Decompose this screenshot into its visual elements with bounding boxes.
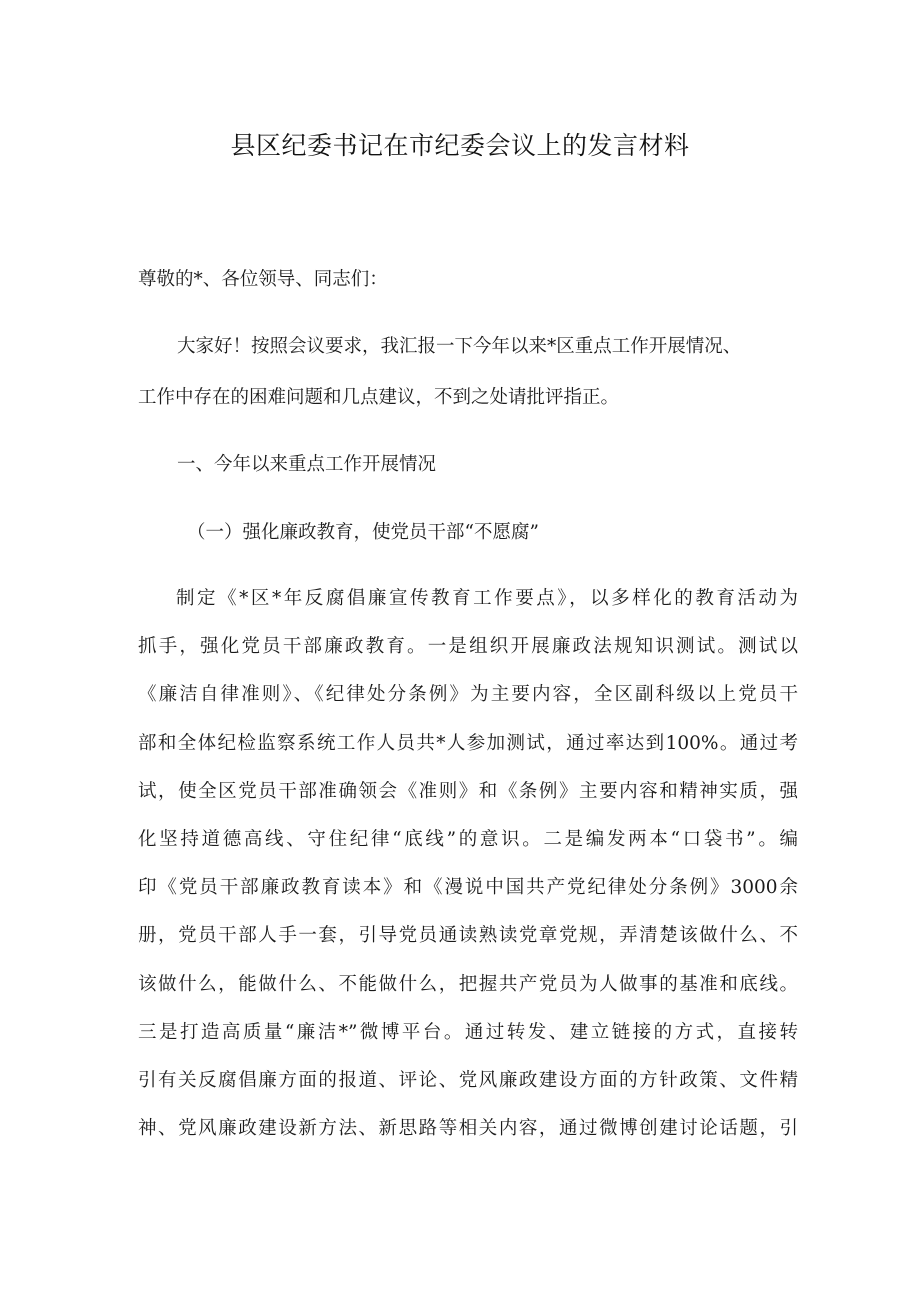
greeting-line: 大家好！按照会议要求，我汇报一下今年以来*区重点工作开展情况、	[177, 336, 742, 357]
body-line: 化坚持道德高线、守住纪律“底线”的意识。二是编发两本“口袋书”。编	[138, 828, 798, 850]
body-line: 印《党员干部廉政教育读本》和《漫说中国共产党纪律处分条例》3000余	[138, 877, 798, 899]
document-title: 县区纪委书记在市纪委会议上的发言材料	[230, 131, 690, 160]
subsection-heading: （一）强化廉政教育，使党员干部“不愿腐”	[187, 522, 539, 543]
salutation: 尊敬的*、各位领导、同志们：	[138, 269, 388, 290]
body-line: 三是打造高质量“廉洁*”微博平台。通过转发、建立链接的方式，直接转	[138, 1021, 798, 1043]
body-paragraph	[138, 590, 798, 1168]
body-line: 册，党员干部人手一套，引导党员通读熟读党章党规，弄清楚该做什么、不	[138, 925, 798, 947]
body-line: 引有关反腐倡廉方面的报道、评论、党风廉政建设方面的方针政策、文件精	[138, 1069, 798, 1091]
body-line: 神、党风廉政建设新方法、新思路等相关内容，通过微博创建讨论话题，引	[138, 1118, 798, 1140]
body-line: 试，使全区党员干部准确领会《准则》和《条例》主要内容和精神实质，强	[138, 780, 798, 802]
body-line: 制定《*区*年反腐倡廉宣传教育工作要点》，以多样化的教育活动为	[176, 588, 798, 609]
body-line: 《廉洁自律准则》、《纪律处分条例》为主要内容，全区副科级以上党员干	[138, 684, 798, 706]
body-line: 该做什么，能做什么、不能做什么，把握共产党员为人做事的基准和底线。	[138, 973, 798, 995]
body-line: 部和全体纪检监察系统工作人员共*人参加测试，通过率达到100%。通过考	[138, 732, 798, 754]
body-line: 抓手，强化党员干部廉政教育。一是组织开展廉政法规知识测试。测试以	[138, 636, 798, 658]
greeting-line: 工作中存在的困难问题和几点建议，不到之处请批评指正。	[138, 387, 620, 408]
section-heading: 一、今年以来重点工作开展情况	[177, 454, 437, 475]
